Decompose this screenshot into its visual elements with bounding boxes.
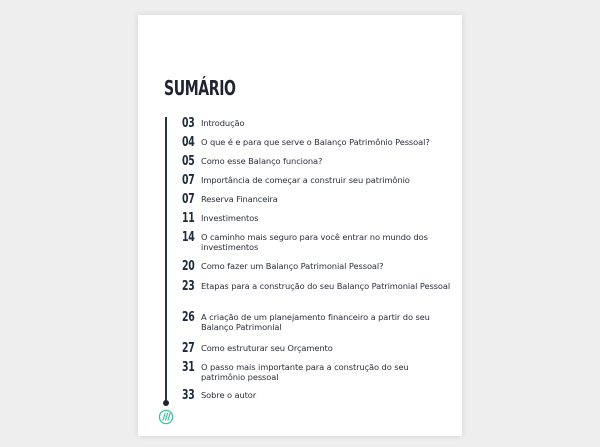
toc-page-number: 33 [182, 388, 195, 403]
toc-page-number: 05 [182, 154, 195, 169]
timeline-line [165, 117, 167, 403]
toc-label: Sobre o autor [201, 390, 257, 400]
toc-label: Importância de começar a construir seu patrimônio [201, 175, 410, 185]
timeline-end-dot [163, 400, 169, 406]
toc-label: O passo mais importante para a construção do seu patrimônio pessoal [201, 362, 409, 382]
toc-label: O que é e para que serve o Balanço Patrimônio Pessoal? [201, 137, 430, 147]
toc-entry[interactable] [182, 117, 452, 131]
toc-entry[interactable] [182, 212, 452, 226]
toc-label: Como estruturar seu Orçamento [201, 343, 333, 353]
toc-page-number: 27 [182, 341, 195, 356]
toc-label: O caminho mais seguro para você entrar no mundo dos investimentos [201, 232, 428, 252]
toc-entry[interactable] [182, 193, 452, 207]
brand-logo-icon [158, 409, 174, 425]
toc-page-number: 26 [182, 310, 195, 325]
toc-page-number: 03 [182, 116, 195, 131]
toc-page-number: 23 [182, 279, 195, 294]
toc-page-number: 07 [182, 173, 195, 188]
toc-page-number: 14 [182, 230, 195, 245]
toc-entry[interactable] [182, 260, 452, 274]
toc-entry[interactable] [182, 342, 452, 356]
toc-entry[interactable] [182, 389, 452, 403]
toc-entry[interactable] [182, 136, 452, 150]
toc-label: Como esse Balanço funciona? [201, 156, 323, 166]
toc-label: Investimentos [201, 213, 259, 223]
toc-entry[interactable] [182, 174, 452, 188]
toc-page-number: 07 [182, 192, 195, 207]
toc-page-number: 31 [182, 360, 195, 375]
toc-label: A criação de um planejamento financeiro a partir do seu Balanço Patrimonial [201, 312, 430, 332]
toc-entry[interactable] [182, 155, 452, 169]
toc-page-number: 11 [182, 211, 195, 226]
toc-entry[interactable] [182, 231, 452, 252]
toc-entry[interactable] [182, 311, 452, 332]
document-page [138, 15, 462, 436]
toc-label: Introdução [201, 118, 245, 128]
toc-label: Etapas para a construção do seu Balanço Patrimonial Pessoal [201, 281, 451, 291]
toc-page-number: 04 [182, 135, 195, 150]
page-title: SUMÁRIO [164, 76, 236, 100]
toc-page-number: 20 [182, 259, 195, 274]
toc-entry[interactable] [182, 280, 452, 294]
toc-entry[interactable] [182, 361, 452, 382]
toc-label: Reserva Financeira [201, 194, 278, 204]
toc-label: Como fazer um Balanço Patrimonial Pessoal? [201, 261, 384, 271]
